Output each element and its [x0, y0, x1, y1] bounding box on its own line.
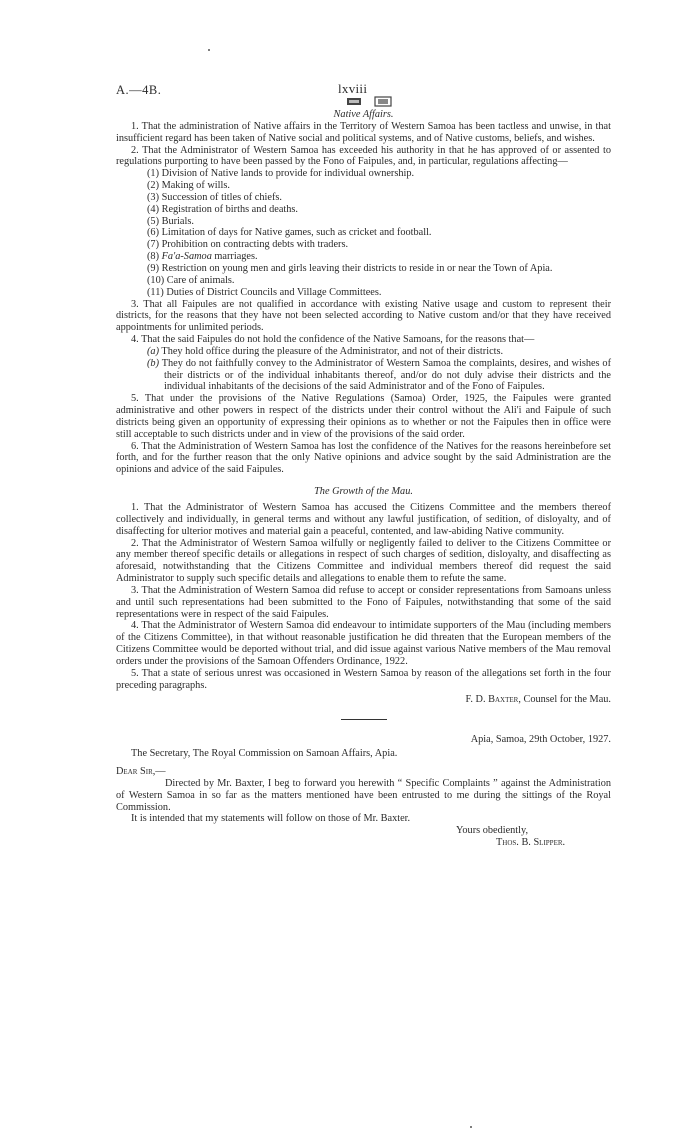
reason-text: They hold office during the pleasure of the Administrator, and not of their districts. — [159, 345, 504, 357]
reason-text: They do not faithfully convey to the Administrator of Western Samoa the complaints, desires, and wishes of their districts or of the individual inhabitants thereof, and/or do not duly advise their districts and the individual inhabitants of the decisions of the said Administrator and of the Fono of Faipules. — [159, 357, 611, 393]
regulation-text: marriages. — [211, 251, 258, 263]
letter-addressee: The Secretary, The Royal Commission on Samoan Affairs, Apia. — [131, 748, 398, 760]
regulation-item: (1) Division of Native lands to provide for individual ownership. — [147, 168, 415, 180]
mau-para-1: 1. That the Administrator of Western Samoa has accused the Citizens Committee and the members thereof collectively and individually, in general terms and without any lawful justification, of sedition, of disloyalty, and of disaffecting for ulterior motives and material gain a peaceful, contented, and law-abiding Native community. — [116, 502, 611, 537]
mau-para-3: 3. That the Administration of Western Samoa did refuse to accept or consider representations from Samoans unless and until such representations had been submitted to the Fono of Faipules, notwithstanding that some of the said representations were in respect of the said Faipules. — [116, 584, 611, 620]
regulation-item: (11) Duties of District Councils and Village Committees. — [147, 286, 382, 298]
signature-role: , Counsel for the Mau. — [518, 693, 611, 705]
regulation-item: (4) Registration of births and deaths. — [147, 203, 298, 215]
regulation-item: (7) Prohibition on contracting debts with traders. — [147, 239, 349, 251]
native-affairs-para-4: 4. That the said Faipules do not hold the confidence of the Native Samoans, for the reasons that— — [131, 334, 535, 346]
reason-item-b — [116, 358, 611, 394]
section-title-growth-of-mau: The Growth of the Mau. — [314, 486, 413, 498]
native-affairs-para-2: 2. That the Administrator of Western Samoa has exceeded his authority in that he has approved of or assented to regulations purporting to have been passed by the Fono of Faipules, and, in particular, regulations affecting— — [116, 144, 611, 168]
mau-para-2: 2. That the Administrator of Western Samoa wilfully or negligently failed to deliver to the Citizens Committee or any member thereof specific details or allegations in respect of such charges of sedition, disloyalty, and disaffecting as aforesaid, notwithstanding that the Citizens Committee and individual members thereof did request the said Administrator to supply such specific details and allegations to enable them to refute the same. — [116, 537, 611, 585]
reason-item-a — [116, 346, 611, 358]
regulation-italic-term: Fa'a-Samoa — [161, 251, 212, 263]
document-reference: A.—4B. — [116, 83, 162, 97]
native-affairs-para-6: 6. That the Administration of Western Samoa has lost the confidence of the Natives for the reasons hereinbefore set forth, and for the further reason that the only Native opinions and advice sought by the said Administration are the opinions and advice of the said Faipules. — [116, 440, 611, 476]
regulation-item: (3) Succession of titles of chiefs. — [147, 191, 282, 203]
regulation-item: (10) Care of animals. — [147, 274, 235, 286]
native-affairs-para-5: 5. That under the provisions of the Native Regulations (Samoa) Order, 1925, the Faipules were granted administrative and other powers in respect of the districts under their control without the Ali'i and Faipule of such districts being given an opportunity of expressing their opinions as to whether or not the Faipules then in office were still acceptable to such districts under and in view of the provisions of the said order. — [116, 393, 611, 440]
section-divider — [341, 719, 387, 720]
mau-para-5: 5. That a state of serious unrest was occasioned in Western Samoa by reason of the allegations set forth in the four preceding paragraphs. — [116, 667, 611, 691]
reason-label: (b) — [147, 357, 160, 369]
letter-body-1: Directed by Mr. Baxter, I beg to forward you herewith “ Specific Complaints ” against the Administration of Western Samoa in so far as the matters mentioned have been entrusted to me during the sittings of the Royal Commission. — [116, 777, 611, 813]
regulation-item — [116, 251, 611, 263]
document-body — [116, 109, 611, 849]
section-title-native-affairs: Native Affairs. — [333, 109, 394, 120]
signature-name: F. D. Baxter — [465, 693, 519, 705]
reason-label: (a) — [147, 345, 160, 357]
letter-closing: Yours obediently, — [456, 825, 529, 837]
counsel-signature — [116, 694, 611, 706]
regulation-item: (2) Making of wills. — [147, 180, 230, 192]
reasons-list — [116, 346, 611, 393]
regulation-item: (9) Restriction on young men and girls leaving their districts to reside in or near the Town of Apia. — [147, 262, 553, 274]
page-number: lxviii — [338, 81, 368, 96]
letter-dateline: Apia, Samoa, 29th October, 1927. — [470, 734, 611, 746]
scan-speck — [470, 1126, 472, 1128]
native-affairs-para-1: 1. That the administration of Native affairs in the Territory of Western Samoa has been tactless and unwise, in that insufficient regard has been taken of Native social and political systems, and of Native customs, beliefs, and wishes. — [116, 120, 611, 144]
scan-speck — [208, 49, 210, 51]
regulations-list — [116, 168, 611, 298]
mau-para-4: 4. That the Administrator of Western Samoa did endeavour to intimidate supporters of the Mau (including members of the Citizens Committee), in that without reasonable justification he did threaten that the European members of the Citizens Committee would be deported without trial, and did issue against various Native members of the Mau removal orders under the provisions of the Samoan Offenders Ordinance, 1922. — [116, 620, 611, 667]
library-stamp-icon — [345, 96, 393, 107]
letter-salutation: Dear Sir,— — [116, 766, 166, 778]
regulation-number: (8) — [147, 251, 162, 263]
letter-signer: Thos. B. Slipper. — [496, 837, 566, 849]
regulation-item: (5) Burials. — [147, 215, 194, 227]
letter-body-2: It is intended that my statements will follow on those of Mr. Baxter. — [131, 813, 411, 825]
regulation-item: (6) Limitation of days for Native games, such as cricket and football. — [147, 227, 432, 239]
native-affairs-para-3: 3. That all Faipules are not qualified in accordance with existing Native usage and custom to represent their districts, for the reasons that they have not been selected according to Native custom and/or that they have received appointments for unlimited periods. — [116, 298, 611, 334]
